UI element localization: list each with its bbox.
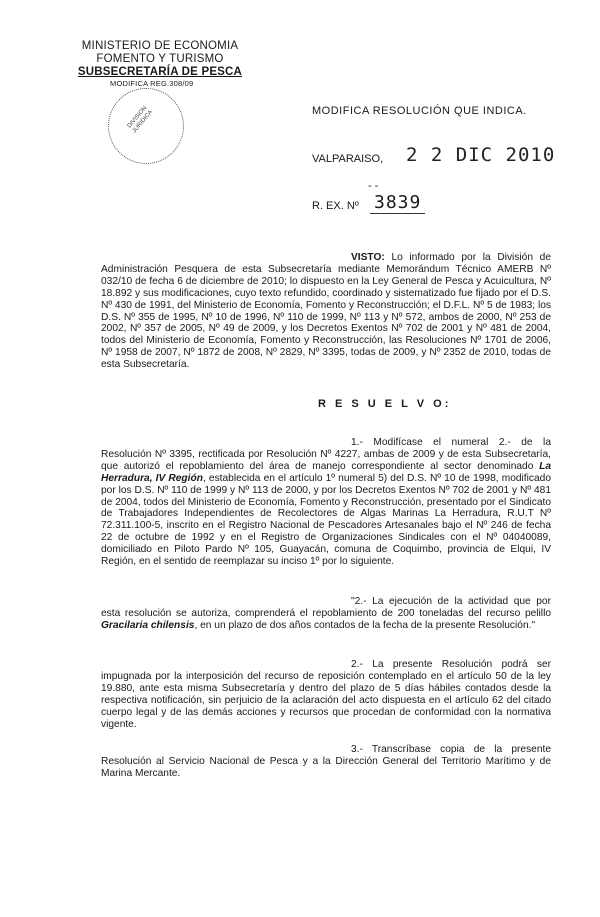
visto-paragraph [101, 252, 551, 371]
article-2-paragraph: 2.- La presente Resolución podrá ser impugnada por la interposición del recurso de reposición contemplado en el artículo 50 de la ley 19.880, ante esta misma Subsecretaría y dentro del plazo de 5 días hábiles contados desde la respectiva notificación, sin perjuicio de la aclaración del acto dispuesta en el artículo 62 del citado cuerpo legal y de las demás acciones y recursos que procedan de conformidad con la normativa vigente. [101, 659, 551, 730]
ministry-header [70, 40, 250, 88]
rex-number: 3839 [370, 192, 425, 214]
species-name: Gracilaria chilensis [101, 619, 195, 631]
stamp-text: DIVISION JURIDICA [126, 105, 155, 135]
rex-label: R. EX. Nº [312, 200, 359, 212]
sector-name: La Herradura, IV Región [101, 460, 551, 484]
rex-dash: -- [368, 180, 382, 192]
replacement-text-a: "2.- La ejecución de la actividad que por esta resolución se autoriza, comprenderá el repoblamiento de 200 toneladas del recurso pelillo [101, 596, 551, 619]
ministry-reference: MODIFICA REG.308/09 [110, 79, 194, 88]
subsecretaria-name: SUBSECRETARÍA DE PESCA [77, 66, 243, 78]
document-subject: MODIFICA RESOLUCIÓN QUE INDICA. [312, 105, 527, 117]
article-1-text-a: 1.- Modifícase el numeral 2.- de la Resolución Nº 3395, rectificada por Resolución Nº 4227, ambas de 2009 y de esta Subsecretaría, que autorizó el repoblamiento del área de manejo correspondiente al sector denominado [101, 437, 551, 472]
ministry-name: MINISTERIO DE ECONOMIA [81, 40, 239, 52]
visto-text: Lo informado por la División de Administración Pesquera de esta Subsecretaría mediante Memorándum Técnico AMERB Nº 032/10 de fecha 6 de diciembre de 2010; lo dispuesto en la Ley General de Pesca y Acuicultura, Nº 18.892 y sus modificaciones, cuyo texto refundido, coordinado y sistematizado fue fijado por el D.S. Nº 430 de 1991, del Ministerio de Economía, Fomento y Reconstrucción; el D.F.L. Nº 5 de 1983; los D.S. Nº 355 de 1995, Nº 10 de 1996, Nº 110 de 1999, Nº 113 y Nº 572, ambos de 2000, Nº 253 de 2002, Nº 357 de 2005, Nº 49 de 2009, y los Decretos Exentos Nº 702 de 2001 y Nº 481 de 2004, todos del Ministerio de Economía, Fomento y Reconstrucción, las Resoluciones Nº 1701 de 2006, Nº 1958 de 2007, Nº 1872 de 2008, Nº 2829, Nº 3395, todas de 2009, y Nº 2352 de 2010, todas de esta Subsecretaría. [101, 252, 551, 371]
place-label: VALPARAISO, [312, 153, 384, 165]
article-1-paragraph [101, 437, 551, 568]
date-stamp: 2 2 DIC 2010 [406, 144, 556, 166]
visto-label: VISTO: [351, 252, 385, 263]
article-1-replacement-paragraph [101, 596, 551, 632]
article-3-paragraph: 3.- Transcríbase copia de la presente Resolución al Servicio Nacional de Pesca y a la Dirección General del Territorio Marítimo y de Marina Mercante. [101, 744, 551, 779]
ministry-department: FOMENTO Y TURISMO [96, 53, 224, 65]
article-1-text-b: , establecida en el artículo 1º numeral 5) del D.S. Nº 10 de 1998, modificado por los D.S. Nº 110 de 1999 y Nº 113 de 2000, y por los Decretos Exentos Nº 702 de 2001 y Nº 481 de 2004, todos del Ministerio de Economía, Fomento y Reconstrucción, presentado por el Sindicato de Trabajadores Independientes de Recolectores de Algas Marinas La Herradura, R.U.T Nº 72.311.100-5, inscrito en el Registro Nacional de Pescadores Artesanales bajo el Nº 246 de fecha 22 de octubre de 1992 y en el Registro de Organizaciones Sindicales con el Nº 04040089, domiciliado en Piloto Pardo Nº 105, Guayacán, comuna de Coquimbo, provincia de Elqui, IV Región, en el sentido de reemplazar su inciso 1º por lo siguiente. [101, 472, 551, 568]
replacement-text-b: , en un plazo de dos años contados de la fecha de la presente Resolución." [194, 619, 536, 631]
juridica-stamp [108, 88, 184, 164]
resuelvo-heading: R E S U E L V O: [318, 398, 452, 410]
